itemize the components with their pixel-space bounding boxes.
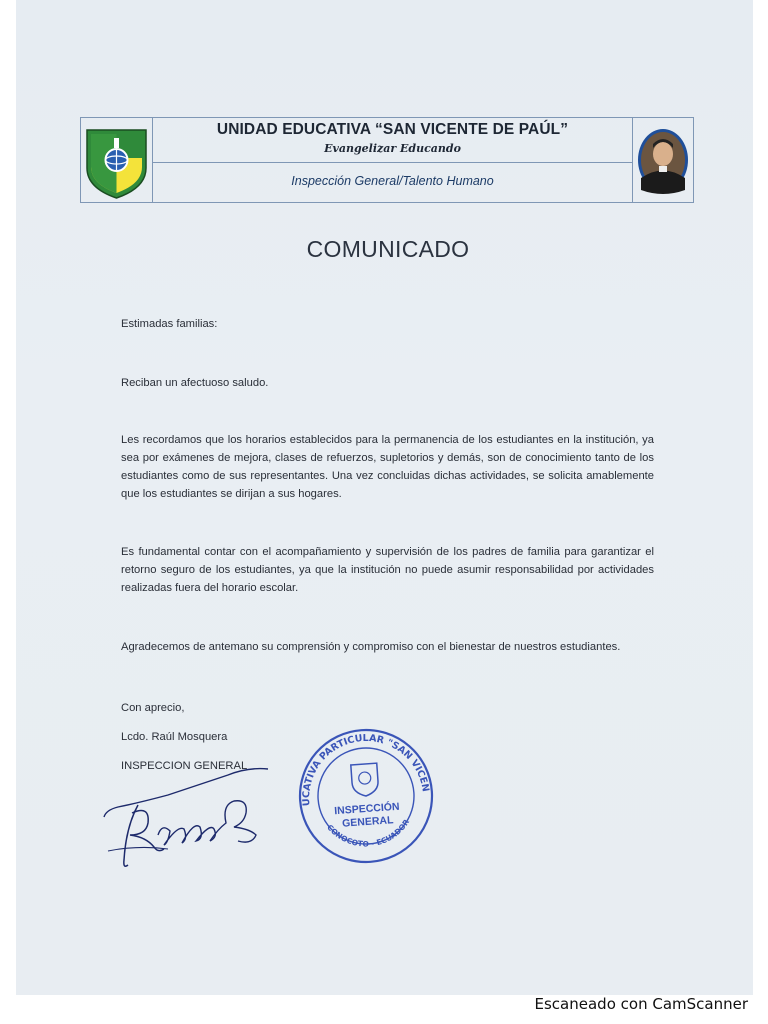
closing: Con aprecio,: [121, 702, 185, 714]
paragraph-2: Es fundamental contar con el acompañamiento y supervisión de los padres de familia para garantizar el retorno seguro de los estudiantes, ya que la institución no puede asumir responsabilidad por actividades realizadas fuera del horario escolar.: [121, 546, 654, 594]
scanner-watermark: Escaneado con CamScanner: [534, 995, 748, 1013]
salutation: Estimadas familias:: [121, 318, 218, 330]
signer-title: INSPECCION GENERAL: [121, 760, 248, 772]
school-crest-icon: [81, 118, 152, 202]
letterhead-title-row: [153, 118, 632, 163]
official-stamp: [295, 726, 437, 866]
letterhead: [80, 117, 694, 203]
school-motto: Evangelizar Educando: [324, 142, 461, 155]
signer-name: Lcdo. Raúl Mosquera: [121, 731, 228, 743]
stamp-center-line-1: INSPECCIÓN: [333, 800, 400, 818]
department-name: Inspección General/Talento Humano: [291, 174, 494, 188]
paragraph-1: Les recordamos que los horarios establecidos para la permanencia de los estudiantes en la institución, ya sea por exámenes de mejora, clases de refuerzos, supletorios y demás, son de conocimiento tanto de los estudiantes como de sus representantes. Una vez concluidas dichas actividades, se solicita amablemente que los estudiantes se dirijan a sus hogares.: [121, 434, 654, 500]
greeting: Reciban un afectuoso saludo.: [121, 377, 269, 389]
paragraph-3: Agradecemos de antemano su comprensión y compromiso con el bienestar de nuestros estudiantes.: [121, 641, 621, 653]
letterhead-center: [153, 118, 632, 202]
stamp-bottom-text: CONOCOTO - ECUADOR: [325, 817, 412, 849]
stamp-ring-text: EDUCATIVA PARTICULAR "SAN VICENTE: [301, 732, 431, 807]
logo-cell: [81, 118, 153, 202]
stamp-center-line-2: GENERAL: [341, 814, 394, 830]
saint-portrait-icon: [633, 118, 693, 202]
portrait-cell: [632, 118, 693, 202]
document-title: COMUNICADO: [306, 236, 470, 262]
handwritten-signature: [98, 765, 278, 875]
school-name: UNIDAD EDUCATIVA “SAN VICENTE DE PAÚL”: [216, 121, 569, 138]
